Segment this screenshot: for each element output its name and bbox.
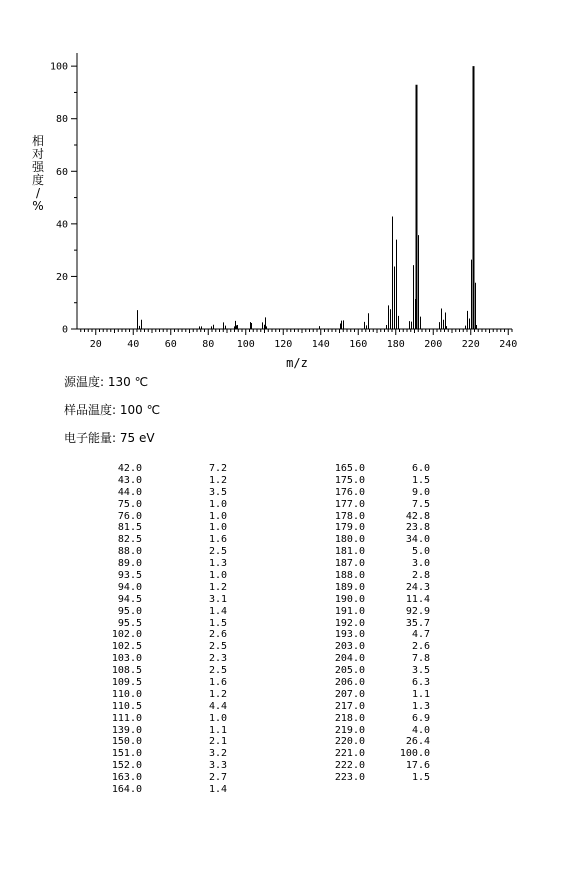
intensity-value: 1.0 [208, 510, 227, 522]
intensity-value: 1.2 [208, 581, 227, 593]
intensity-value: 6.3 [411, 677, 430, 689]
mass-spectrum-chart [0, 0, 570, 375]
x-tick-label: 180 [386, 339, 405, 350]
peak-table-row [40, 641, 230, 653]
y-tick-label: 80 [55, 114, 68, 126]
peak-table-row [40, 487, 230, 499]
intensity-value: 24.3 [405, 581, 430, 593]
intensity-value: 4.7 [411, 629, 430, 641]
intensity-value: 1.1 [411, 688, 430, 700]
intensity-value: 1.5 [208, 617, 227, 629]
mz-value: 188.0 [334, 570, 365, 582]
mz-value: 95.5 [117, 617, 142, 629]
mz-value: 139.0 [111, 724, 142, 736]
mz-value: 164.0 [111, 784, 142, 796]
y-tick-label: 40 [55, 219, 68, 231]
peak-table-row [300, 487, 440, 499]
y-axis-label-char: 相 [31, 134, 45, 148]
peak-table-row [40, 772, 230, 784]
y-tick-label: 100 [49, 61, 68, 73]
peak-table-row [40, 748, 230, 760]
intensity-value: 26.4 [405, 736, 430, 748]
x-tick-label: 140 [311, 339, 330, 350]
mz-value: 223.0 [334, 772, 365, 784]
peak-table-row [40, 582, 230, 594]
mz-value: 192.0 [334, 617, 365, 629]
x-axis-label: m/z [286, 356, 308, 370]
peak-table-row [300, 772, 440, 784]
peak-table-row [300, 582, 440, 594]
peak-table-row [300, 689, 440, 701]
intensity-value: 2.5 [208, 665, 227, 677]
peak-table-row [300, 629, 440, 641]
peak-table-right [300, 463, 440, 784]
peak-table-row [300, 522, 440, 534]
peak-table-left [40, 463, 230, 796]
mz-value: 88.0 [117, 546, 142, 558]
mz-value: 217.0 [334, 700, 365, 712]
y-tick-label: 20 [55, 271, 68, 283]
x-tick-label: 100 [236, 339, 255, 350]
intensity-value: 3.2 [208, 748, 227, 760]
mz-value: 178.0 [334, 510, 365, 522]
intensity-value: 6.9 [411, 712, 430, 724]
mz-value: 218.0 [334, 712, 365, 724]
peak-table-row [40, 653, 230, 665]
mz-value: 82.5 [117, 534, 142, 546]
intensity-value: 4.4 [208, 700, 227, 712]
mz-value: 152.0 [111, 760, 142, 772]
intensity-value: 1.6 [208, 677, 227, 689]
intensity-value: 23.8 [405, 522, 430, 534]
mz-value: 95.0 [117, 605, 142, 617]
mz-value: 220.0 [334, 736, 365, 748]
peak-table-row [40, 677, 230, 689]
x-tick-label: 200 [424, 339, 443, 350]
peak-table-row [300, 748, 440, 760]
intensity-value: 1.0 [208, 712, 227, 724]
intensity-value: 7.2 [208, 463, 227, 474]
intensity-value: 1.5 [411, 772, 430, 784]
intensity-value: 1.0 [208, 522, 227, 534]
mz-value: 81.5 [117, 522, 142, 534]
intensity-value: 17.6 [405, 760, 430, 772]
intensity-value: 3.1 [208, 593, 227, 605]
mz-value: 204.0 [334, 653, 365, 665]
mz-value: 94.0 [117, 581, 142, 593]
mz-value: 150.0 [111, 736, 142, 748]
mz-value: 207.0 [334, 688, 365, 700]
chart-axes [50, 53, 517, 350]
peak-table-row [300, 475, 440, 487]
mz-value: 110.0 [111, 688, 142, 700]
x-tick-label: 80 [202, 339, 215, 350]
peak-table-row [40, 736, 230, 748]
intensity-value: 3.3 [208, 760, 227, 772]
intensity-value: 1.2 [208, 688, 227, 700]
y-axis-label-char: / [35, 186, 41, 200]
peak-table-row [40, 594, 230, 606]
mz-value: 110.5 [111, 700, 142, 712]
mz-value: 219.0 [334, 724, 365, 736]
peak-table-row [40, 760, 230, 772]
sample-temperature: 样品温度: 100 ℃ [64, 403, 161, 417]
intensity-value: 42.8 [405, 510, 430, 522]
peak-table-row [300, 534, 440, 546]
mz-value: 102.5 [111, 641, 142, 653]
intensity-value: 2.7 [208, 772, 227, 784]
peak-table-row [40, 570, 230, 582]
peak-table-row [300, 606, 440, 618]
intensity-value: 35.7 [405, 617, 430, 629]
peak-table-row [300, 701, 440, 713]
peak-table-row [300, 641, 440, 653]
peak-table-row [300, 653, 440, 665]
mz-value: 76.0 [117, 510, 142, 522]
mz-value: 222.0 [334, 760, 365, 772]
intensity-value: 3.5 [411, 665, 430, 677]
mz-value: 205.0 [334, 665, 365, 677]
peak-table-row [300, 511, 440, 523]
y-axis-label-char: % [32, 199, 44, 213]
intensity-value: 1.5 [411, 474, 430, 486]
intensity-value: 1.3 [411, 700, 430, 712]
peak-table-row [40, 546, 230, 558]
mz-value: 44.0 [117, 486, 142, 498]
mz-value: 179.0 [334, 522, 365, 534]
intensity-value: 1.0 [208, 570, 227, 582]
intensity-value: 3.0 [411, 558, 430, 570]
intensity-value: 2.6 [411, 641, 430, 653]
peak-bars [138, 66, 477, 329]
mz-value: 189.0 [334, 581, 365, 593]
intensity-value: 92.9 [405, 605, 430, 617]
mz-value: 108.5 [111, 665, 142, 677]
x-tick-label: 40 [127, 339, 140, 350]
peak-table-row [300, 713, 440, 725]
mz-value: 75.0 [117, 498, 142, 510]
mz-value: 177.0 [334, 498, 365, 510]
peak-table-row [40, 499, 230, 511]
mz-value: 203.0 [334, 641, 365, 653]
intensity-value: 1.4 [208, 605, 227, 617]
mz-value: 187.0 [334, 558, 365, 570]
mz-value: 190.0 [334, 593, 365, 605]
mz-value: 93.5 [117, 570, 142, 582]
mz-value: 206.0 [334, 677, 365, 689]
intensity-value: 1.6 [208, 534, 227, 546]
intensity-value: 100.0 [399, 748, 430, 760]
intensity-value: 4.0 [411, 724, 430, 736]
mz-value: 193.0 [334, 629, 365, 641]
peak-table-row [300, 618, 440, 630]
intensity-value: 2.5 [208, 546, 227, 558]
x-tick-label: 20 [89, 339, 102, 350]
peak-table-row [40, 511, 230, 523]
mz-value: 151.0 [111, 748, 142, 760]
intensity-value: 2.6 [208, 629, 227, 641]
peak-table-row [40, 784, 230, 796]
peak-table-row [300, 499, 440, 511]
mz-value: 102.0 [111, 629, 142, 641]
peak-table-row [40, 701, 230, 713]
intensity-value: 1.1 [208, 724, 227, 736]
intensity-value: 1.0 [208, 498, 227, 510]
intensity-value: 11.4 [405, 593, 430, 605]
peak-table-row [40, 534, 230, 546]
mz-value: 175.0 [334, 474, 365, 486]
peak-table-row [40, 558, 230, 570]
intensity-value: 1.2 [208, 474, 227, 486]
mz-value: 191.0 [334, 605, 365, 617]
mz-value: 176.0 [334, 486, 365, 498]
peak-table-row [300, 760, 440, 772]
peak-table-row [40, 618, 230, 630]
mz-value: 111.0 [111, 712, 142, 724]
peak-table-row [40, 689, 230, 701]
intensity-value: 7.5 [411, 498, 430, 510]
intensity-value: 34.0 [405, 534, 430, 546]
x-tick-label: 160 [349, 339, 368, 350]
intensity-value: 6.0 [411, 463, 430, 474]
mz-value: 109.5 [111, 677, 142, 689]
intensity-value: 9.0 [411, 486, 430, 498]
mz-value: 163.0 [111, 772, 142, 784]
peak-table-row [300, 594, 440, 606]
intensity-value: 2.1 [208, 736, 227, 748]
peak-table-row [40, 629, 230, 641]
peak-table-row [300, 546, 440, 558]
peak-table-row [300, 558, 440, 570]
intensity-value: 2.3 [208, 653, 227, 665]
mz-value: 165.0 [334, 463, 365, 474]
intensity-value: 2.5 [208, 641, 227, 653]
peak-table-row [300, 736, 440, 748]
mz-value: 94.5 [117, 593, 142, 605]
intensity-value: 5.0 [411, 546, 430, 558]
peak-table-row [300, 665, 440, 677]
peak-table-row [40, 522, 230, 534]
peak-table-row [300, 570, 440, 582]
mz-value: 180.0 [334, 534, 365, 546]
mz-value: 42.0 [117, 463, 142, 474]
y-axis-label-char: 对 [31, 147, 45, 161]
intensity-value: 1.3 [208, 558, 227, 570]
y-tick-label: 0 [61, 324, 68, 336]
mz-value: 89.0 [117, 558, 142, 570]
mz-value: 103.0 [111, 653, 142, 665]
intensity-value: 2.8 [411, 570, 430, 582]
electron-energy: 电子能量: 75 eV [64, 431, 155, 445]
intensity-value: 3.5 [208, 486, 227, 498]
peak-table-row [40, 665, 230, 677]
source-temperature: 源温度: 130 ℃ [64, 375, 149, 389]
intensity-value: 7.8 [411, 653, 430, 665]
peak-table-row [40, 713, 230, 725]
mz-value: 43.0 [117, 474, 142, 486]
peak-table-row [300, 725, 440, 737]
peak-table-row [40, 725, 230, 737]
peak-table-row [40, 606, 230, 618]
y-axis-label-char: 强 [31, 160, 45, 174]
y-axis-label-char: 度 [31, 173, 45, 187]
peak-table-row [40, 475, 230, 487]
intensity-value: 1.4 [208, 784, 227, 796]
x-tick-label: 120 [274, 339, 293, 350]
x-tick-label: 220 [461, 339, 480, 350]
peak-table-row [300, 463, 440, 475]
peak-table-row [300, 677, 440, 689]
y-axis-label [32, 133, 45, 213]
peak-table-row [40, 463, 230, 475]
mz-value: 181.0 [334, 546, 365, 558]
x-tick-label: 240 [499, 339, 518, 350]
mz-value: 221.0 [334, 748, 365, 760]
y-tick-label: 60 [55, 166, 68, 178]
x-tick-label: 60 [164, 339, 177, 350]
